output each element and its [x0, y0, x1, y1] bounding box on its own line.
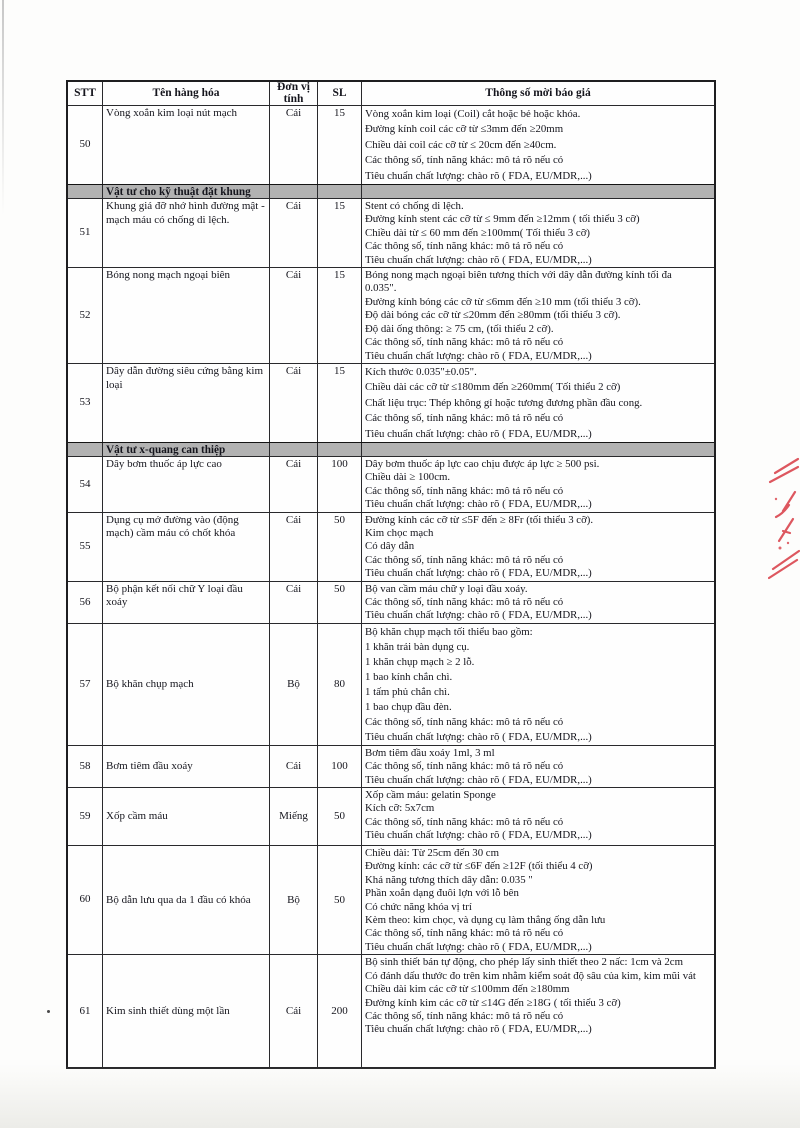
row-unit: Cái: [269, 955, 317, 1067]
header-specs: Thông số mời báo giá: [361, 82, 714, 105]
spec-line: Tiêu chuẩn chất lượng: chào rõ ( FDA, EU/MDR,...): [365, 498, 592, 511]
spec-line: Khả năng tương thích dây dẫn: 0.035 ": [365, 873, 533, 886]
section-label: Vật tư cho kỹ thuật đặt khung: [102, 185, 269, 198]
row-specs: [361, 955, 714, 1067]
row-stt: 53: [79, 396, 91, 409]
row-specs: [361, 746, 714, 787]
row-specs: [361, 106, 714, 184]
red-ink-mark: [768, 452, 800, 582]
spec-line: 0.035".: [365, 282, 397, 295]
row-specs: [361, 268, 714, 363]
row-stt: 59: [79, 809, 91, 822]
section-cell: [361, 185, 714, 198]
row-name: Bộ dẫn lưu qua da 1 đầu có khóa: [102, 846, 269, 954]
table-row: [68, 581, 714, 623]
spec-line: Đường kính stent các cỡ từ ≤ 9mm đến ≥12mm ( tối thiểu 3 cỡ): [365, 213, 640, 226]
row-specs: [361, 788, 714, 845]
row-qty: 80: [317, 624, 361, 745]
table-row: [68, 267, 714, 363]
row-name: Dụng cụ mở đường vào (động mạch) cầm máu có chốt khóa: [102, 513, 269, 581]
spec-line: Có chức năng khóa vị trí: [365, 900, 472, 913]
row-qty: 15: [317, 268, 361, 363]
section-cell: [317, 443, 361, 456]
spec-line: 1 bao kính chắn chì.: [365, 670, 453, 683]
spec-line: Bộ van cầm máu chữ y loại đầu xoáy.: [365, 582, 528, 595]
spec-line: Các thông số, tính năng khác: mô tả rõ nếu có: [365, 240, 564, 253]
row-unit: Cái: [269, 513, 317, 581]
row-qty: 15: [317, 106, 361, 184]
spec-line: Kim chọc mạch: [365, 526, 434, 539]
section-cell: [269, 185, 317, 198]
spec-line: Đường kính: các cỡ từ ≤6F đến ≥12F (tối thiểu 4 cỡ): [365, 860, 593, 873]
row-name: Bơm tiêm đầu xoáy: [102, 746, 269, 787]
row-name: Dây dẫn đường siêu cứng bằng kim loại: [102, 364, 269, 442]
table-header-row: [68, 82, 714, 105]
scan-bottom-shadow: [0, 1064, 800, 1128]
spec-line: Các thông số, tính năng khác: mô tả rõ nếu có: [365, 715, 564, 728]
row-qty: 100: [317, 746, 361, 787]
row-unit: Cái: [269, 364, 317, 442]
spec-line: Tiêu chuẩn chất lượng: chào rõ ( FDA, EU/MDR,...): [365, 1023, 592, 1036]
row-unit: Bộ: [269, 846, 317, 954]
row-specs: [361, 457, 714, 512]
spec-line: Đường kính bóng các cỡ từ ≤6mm đến ≥10 mm (tối thiểu 3 cỡ).: [365, 295, 641, 308]
table-row: [68, 623, 714, 745]
spec-line: Các thông số, tính năng khác: mô tả rõ nếu có: [365, 760, 564, 773]
header-qty: SL: [317, 82, 361, 105]
section-cell: [361, 443, 714, 456]
spec-line: Tiêu chuẩn chất lượng: chào rõ ( FDA, EU/MDR,...): [365, 169, 592, 182]
row-unit: Bộ: [269, 624, 317, 745]
scan-speck: [47, 1010, 50, 1013]
row-specs: [361, 582, 714, 623]
spec-line: Dây bơm thuốc áp lực cao chịu được áp lực ≥ 500 psi.: [365, 457, 600, 470]
row-stt: 57: [79, 677, 91, 690]
spec-line: Vòng xoắn kim loại (Coil) cắt hoặc bẻ hoặc khóa.: [365, 108, 581, 120]
spec-line: Xốp cầm máu: gelatin Sponge: [365, 789, 496, 802]
spec-line: Các thông số, tính năng khác: mô tả rõ nếu có: [365, 336, 564, 349]
spec-line: Stent có chống di lệch.: [365, 200, 464, 213]
row-specs: [361, 624, 714, 745]
row-name: Bóng nong mạch ngoại biên: [102, 268, 269, 363]
row-stt: 50: [79, 138, 91, 151]
row-unit: Cái: [269, 582, 317, 623]
spec-line: 1 khăn chụp mạch ≥ 2 lỗ.: [365, 655, 475, 668]
row-qty: 50: [317, 513, 361, 581]
spec-line: Các thông số, tính năng khác: mô tả rõ nếu có: [365, 815, 564, 828]
row-specs: [361, 364, 714, 442]
row-stt: 61: [79, 1004, 91, 1017]
spec-line: Chất liệu trục: Thép không gỉ hoặc tương đương phần đầu cong.: [365, 396, 643, 409]
table-row: [68, 512, 714, 581]
spec-line: Chiều dài các cỡ từ ≤180mm đến ≥260mm( Tối thiểu 2 cỡ): [365, 381, 621, 394]
spec-line: Kích cỡ: 5x7cm: [365, 802, 435, 815]
table-row: [68, 787, 714, 845]
row-unit: Cái: [269, 199, 317, 267]
row-specs: [361, 846, 714, 954]
table-row: [68, 456, 714, 512]
spec-line: Các thông số, tính năng khác: mô tả rõ nếu có: [365, 553, 564, 566]
spec-line: Tiêu chuẩn chất lượng: chào rõ ( FDA, EU/MDR,...): [365, 427, 592, 440]
spec-line: 1 bao chụp đầu đèn.: [365, 700, 452, 713]
spec-line: Đường kính kim các cỡ từ ≤14G đến ≥18G ( tối thiểu 3 cỡ): [365, 996, 621, 1009]
table-row: [68, 745, 714, 787]
table-row: [68, 105, 714, 184]
spec-line: Tiêu chuẩn chất lượng: chào rõ ( FDA, EU/MDR,...): [365, 567, 592, 580]
row-stt: 56: [79, 595, 91, 608]
spec-line: Kích thước 0.035"±0.05".: [365, 365, 477, 378]
table-row: [68, 198, 714, 267]
spec-line: Các thông số, tính năng khác: mô tả rõ nếu có: [365, 596, 564, 608]
row-specs: [361, 513, 714, 581]
row-stt: 54: [79, 477, 91, 490]
table-row: [68, 954, 714, 1067]
row-stt: 51: [79, 226, 91, 239]
spec-line: Chiều dài coil các cỡ từ ≤ 20cm đến ≥40cm.: [365, 138, 557, 151]
spec-line: Bơm tiêm đầu xoáy 1ml, 3 ml: [365, 746, 495, 759]
section-row: [68, 442, 714, 456]
spec-line: Tiêu chuẩn chất lượng: chào rõ ( FDA, EU/MDR,...): [365, 773, 592, 786]
spec-line: Có dây dẫn: [365, 540, 415, 553]
row-unit: Cái: [269, 106, 317, 184]
row-stt: 58: [79, 759, 91, 772]
row-name: Bộ khăn chụp mạch: [102, 624, 269, 745]
section-row: [68, 184, 714, 198]
row-qty: 50: [317, 846, 361, 954]
spec-line: Có đánh dấu thước đo trên kim nhằm kiểm soát độ sâu của kim, kim mũi vát: [365, 969, 696, 982]
header-stt: STT: [74, 86, 96, 99]
section-label: Vật tư x-quang can thiệp: [102, 443, 269, 456]
section-cell: [68, 443, 102, 456]
row-unit: Miếng: [269, 788, 317, 845]
spec-line: Các thông số, tính năng khác: mô tả rõ nếu có: [365, 412, 564, 425]
spec-line: 1 tấm phủ chắn chì.: [365, 685, 450, 698]
spec-line: Tiêu chuẩn chất lượng: chào rõ ( FDA, EU/MDR,...): [365, 940, 592, 953]
spec-line: Các thông số, tính năng khác: mô tả rõ nếu có: [365, 484, 564, 497]
spec-line: Đường kính các cỡ từ ≤5F đến ≥ 8Fr (tối thiểu 3 cỡ).: [365, 513, 594, 526]
row-qty: 15: [317, 199, 361, 267]
table-row: [68, 845, 714, 954]
row-name: Khung giá đỡ nhớ hình đường mật - mạch máu có chống di lệch.: [102, 199, 269, 267]
spec-line: Tiêu chuẩn chất lượng: chào rõ ( FDA, EU/MDR,...): [365, 730, 592, 743]
spec-line: Tiêu chuẩn chất lượng: chào rõ ( FDA, EU/MDR,...): [365, 609, 592, 622]
spec-line: Độ dài ống thông: ≥ 75 cm, (tối thiểu 2 cỡ).: [365, 322, 554, 335]
spec-table: [66, 80, 716, 1069]
row-name: Kim sinh thiết dùng một lần: [102, 955, 269, 1067]
spec-line: Bộ sinh thiết bán tự động, cho phép lấy sinh thiết theo 2 nấc: 1cm và 2cm: [365, 956, 684, 969]
row-name: Xốp cầm máu: [102, 788, 269, 845]
spec-line: Các thông số, tính năng khác: mô tả rõ nếu có: [365, 154, 564, 167]
row-stt: 55: [79, 539, 91, 552]
row-stt: 60: [79, 893, 91, 906]
row-qty: 50: [317, 788, 361, 845]
section-cell: [68, 185, 102, 198]
row-unit: Cái: [269, 746, 317, 787]
row-unit: Cái: [269, 457, 317, 512]
header-name: Tên hàng hóa: [102, 82, 269, 105]
row-name: Dây bơm thuốc áp lực cao: [102, 457, 269, 512]
header-unit: Đơn vị tính: [269, 82, 317, 105]
spec-line: Tiêu chuẩn chất lượng: chào rõ ( FDA, EU/MDR,...): [365, 253, 592, 266]
spec-line: Các thông số, tính năng khác: mô tả rõ nếu có: [365, 1009, 564, 1022]
section-cell: [317, 185, 361, 198]
spec-line: Chiều dài ≥ 100cm.: [365, 471, 451, 484]
spec-line: 1 khăn trải bàn dụng cụ.: [365, 640, 470, 653]
spec-line: Chiều dài: Từ 25cm đến 30 cm: [365, 847, 499, 860]
section-cell: [269, 443, 317, 456]
row-qty: 200: [317, 955, 361, 1067]
row-unit: Cái: [269, 268, 317, 363]
table-row: [68, 363, 714, 442]
spec-line: Phần xoắn dạng đuôi lợn với lỗ bên: [365, 887, 519, 900]
spec-line: Tiêu chuẩn chất lượng: chào rõ ( FDA, EU/MDR,...): [365, 829, 592, 842]
row-name: Bộ phận kết nối chữ Y loại đầu xoáy: [102, 582, 269, 623]
spec-line: Đường kính coil các cỡ từ ≤3mm đến ≥20mm: [365, 123, 564, 136]
row-specs: [361, 199, 714, 267]
row-name: Vòng xoắn kim loại nút mạch: [102, 106, 269, 184]
spec-line: Chiều dài kim các cỡ từ ≤100mm đến ≥180mm: [365, 983, 570, 996]
row-qty: 50: [317, 582, 361, 623]
spec-line: Bộ khăn chụp mạch tối thiểu bao gồm:: [365, 625, 533, 638]
row-qty: 100: [317, 457, 361, 512]
spec-line: Các thông số, tính năng khác: mô tả rõ nếu có: [365, 927, 564, 940]
spec-line: Bóng nong mạch ngoại biên tương thích với dây dẫn đường kính tối đa: [365, 269, 672, 282]
spec-line: Kèm theo: kim chọc, và dụng cụ làm thẳng ống dẫn lưu: [365, 914, 606, 927]
spec-line: Tiêu chuẩn chất lượng: chào rõ ( FDA, EU/MDR,...): [365, 349, 592, 362]
spec-line: Chiều dài từ ≤ 60 mm đến ≥100mm( Tối thiểu 3 cỡ): [365, 226, 591, 239]
spec-line: Độ dài bóng các cỡ từ ≤20mm đến ≥80mm (tối thiểu 3 cỡ).: [365, 309, 621, 322]
row-stt: 52: [79, 308, 91, 321]
row-qty: 15: [317, 364, 361, 442]
scan-edge-artifact: [2, 0, 4, 215]
